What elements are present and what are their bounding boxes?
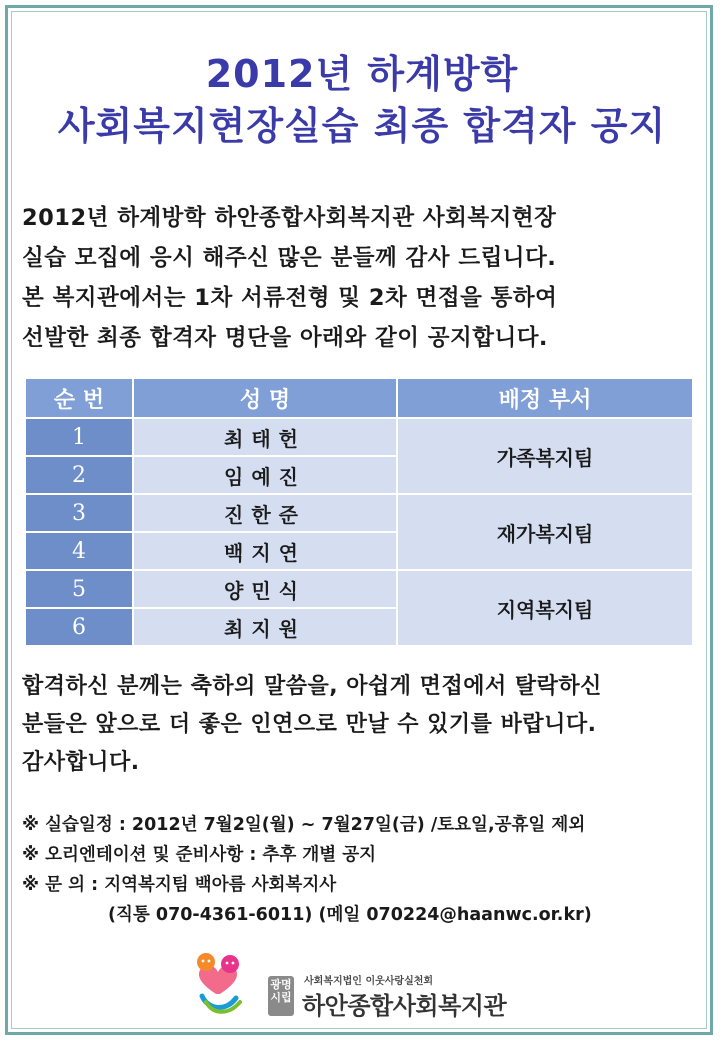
results-table <box>24 377 694 647</box>
table-header-row <box>25 378 693 418</box>
header-department: 배정 부서 <box>397 378 693 418</box>
closing-line-3: 감사합니다. <box>22 750 140 775</box>
intro-line-3: 본 복지관에서는 1차 서류전형 및 2차 면접을 통하여 <box>22 285 558 311</box>
closing-paragraph <box>22 668 702 782</box>
row-name: 양민식 <box>133 570 397 608</box>
row-number: 5 <box>25 570 133 608</box>
logo-vertical-text: 광명시립 <box>268 976 294 1016</box>
row-number: 6 <box>25 608 133 646</box>
note-contact: (직통 070-4361-6011) (메일 070224@haanwc.or.kr) <box>108 905 592 925</box>
note-inquiry: ※ 문 의 : 지역복지팀 백아름 사회복지사 <box>22 875 337 895</box>
row-number: 3 <box>25 494 133 532</box>
title-line-1: 2012년 하계방학 <box>205 52 519 96</box>
table-row <box>25 418 693 456</box>
row-name: 임예진 <box>133 456 397 494</box>
header-name: 성 명 <box>133 378 397 418</box>
heart-people-icon <box>186 950 256 1020</box>
table-row <box>25 570 693 608</box>
title-line-2: 사회복지현장실습 최종 합격자 공지 <box>57 104 667 148</box>
row-number: 1 <box>25 418 133 456</box>
intro-paragraph <box>22 198 702 358</box>
row-name: 최태헌 <box>133 418 397 456</box>
header-number: 순 번 <box>25 378 133 418</box>
row-name: 백지연 <box>133 532 397 570</box>
logo-name: 하안종합사회복지관 <box>302 992 507 1020</box>
table-row <box>25 494 693 532</box>
page-title <box>0 48 724 152</box>
row-department: 가족복지팀 <box>397 418 693 494</box>
intro-line-1: 2012년 하계방학 하안종합사회복지관 사회복지현장 <box>22 205 557 231</box>
logo-subtitle: 사회복지법인 이웃사랑실천회 <box>304 976 434 987</box>
closing-line-1: 합격하신 분께는 축하의 말씀을, 아쉽게 면접에서 탈락하신 <box>22 674 602 699</box>
row-department: 재가복지팀 <box>397 494 693 570</box>
notes-section <box>22 810 712 930</box>
row-name: 최지원 <box>133 608 397 646</box>
note-schedule: ※ 실습일정 : 2012년 7월2일(월) ~ 7월27일(금) /토요일,공휴일 제외 <box>22 815 586 835</box>
note-orientation: ※ 오리엔테이션 및 준비사항 : 추후 개별 공지 <box>22 845 377 865</box>
org-logo <box>186 950 526 1020</box>
intro-line-2: 실습 모집에 응시 해주신 많은 분들께 감사 드립니다. <box>22 245 557 271</box>
row-number: 2 <box>25 456 133 494</box>
row-department: 지역복지팀 <box>397 570 693 646</box>
row-name: 진한준 <box>133 494 397 532</box>
intro-line-4: 선발한 최종 합격자 명단을 아래와 같이 공지합니다. <box>22 325 548 351</box>
closing-line-2: 분들은 앞으로 더 좋은 인연으로 만날 수 있기를 바랍니다. <box>22 712 597 737</box>
row-number: 4 <box>25 532 133 570</box>
